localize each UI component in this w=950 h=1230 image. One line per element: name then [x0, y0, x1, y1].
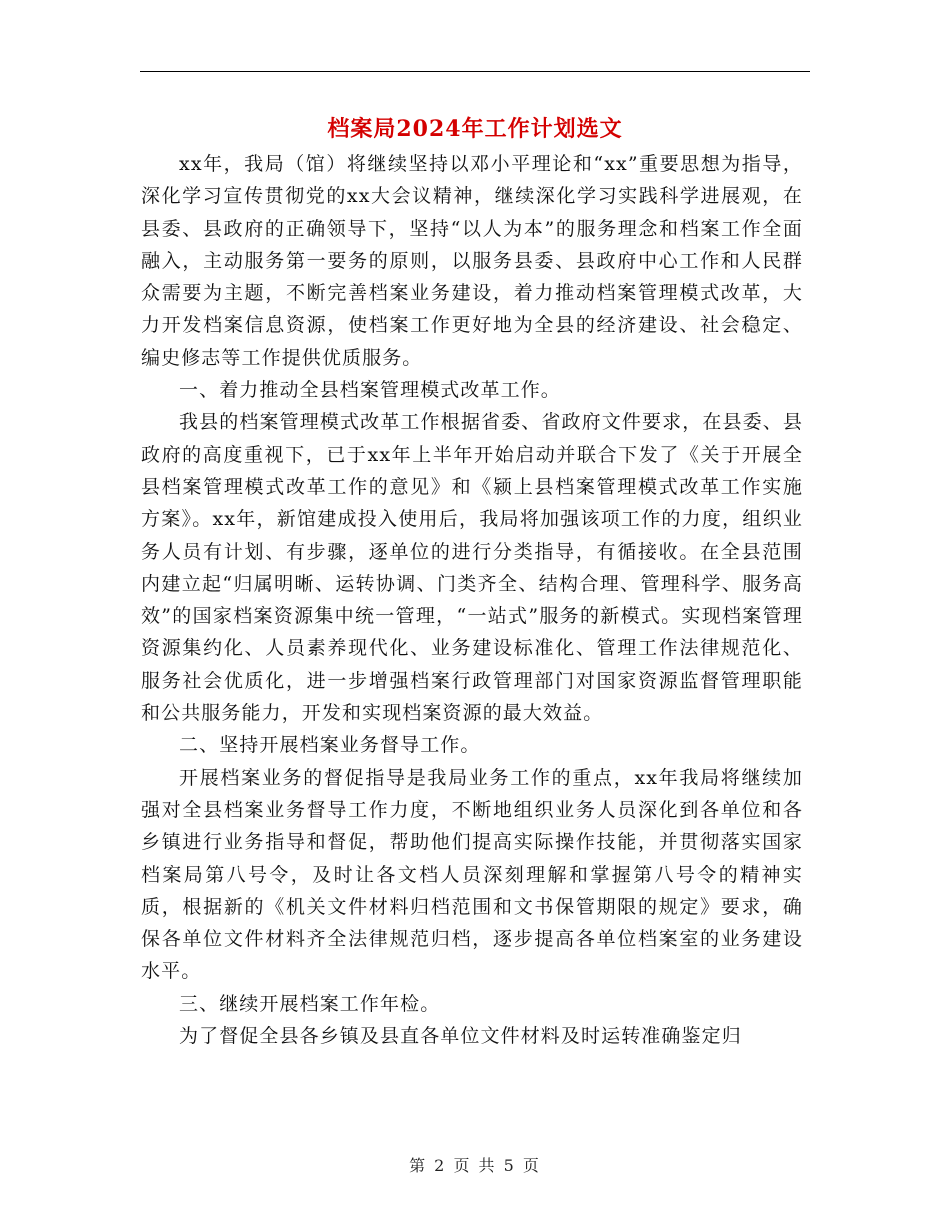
paragraph-section-3: 为了督促全县各乡镇及县直各单位文件材料及时运转准确鉴定归: [179, 1025, 742, 1048]
document-title: 档案局2024年工作计划选文: [327, 116, 623, 142]
section-heading-3: 三、继续开展档案工作年检。: [179, 992, 441, 1015]
paragraph-section-2: 开展档案业务的督促指导是我局业务工作的重点，xx年我局将继续加强对全县档案业务督导工作力度，不断地组织业务人员深化到各单位和各乡镇进行业务指导和督促，帮助他们提高实际操作技能，并贯彻落实国家档案局第八号令，及时让各文档人员深刻理解和掌握第八号令的精神实质，根据新的《机关文件材料归档范围和文书保管期限的规定》要求，确保各单位文件材料齐全法律规范归档，逐步提高各单位档案室的业务建设水平。: [141, 766, 803, 983]
paragraph-intro: xx年，我局（馆）将继续坚持以邓小平理论和“xx”重要思想为指导，深化学习宣传贯彻党的xx大会议精神，继续深化学习实践科学进展观，在县委、县政府的正确领导下，坚持“以人为本”的服务理念和档案工作全面融入，主动服务第一要务的原则，以服务县委、县政府中心工作和人民群众需要为主题，不断完善档案业务建设，着力推动档案管理模式改革，大力开发档案信息资源，使档案工作更好地为全县的经济建设、社会稳定、编史修志等工作提供优质服务。: [141, 153, 803, 369]
paragraph-section-1: 我县的档案管理模式改革工作根据省委、省政府文件要求，在县委、县政府的高度重视下，已于xx年上半年开始启动并联合下发了《关于开展全县档案管理模式改革工作的意见》和《颍上县档案管理模式改革工作实施方案》。xx年，新馆建成投入使用后，我局将加强该项工作的力度，组织业务人员有计划、有步骤，逐单位的进行分类指导，有循接收。在全县范围内建立起“归属明晰、运转协调、门类齐全、结构合理、管理科学、服务高效”的国家档案资源集中统一管理，“一站式”服务的新模式。实现档案管理资源集约化、人员素养现代化、业务建设标准化、管理工作法律规范化、服务社会优质化，进一步增强档案行政管理部门对国家资源监督管理职能和公共服务能力，开发和实现档案资源的最大效益。: [141, 411, 803, 725]
document-body: [141, 148, 803, 1052]
page-number: 第 2 页 共 5 页: [409, 1156, 541, 1175]
section-heading-2: 二、坚持开展档案业务督导工作。: [179, 734, 481, 757]
header-rule: [140, 71, 810, 72]
section-heading-1: 一、着力推动全县档案管理模式改革工作。: [179, 379, 561, 402]
